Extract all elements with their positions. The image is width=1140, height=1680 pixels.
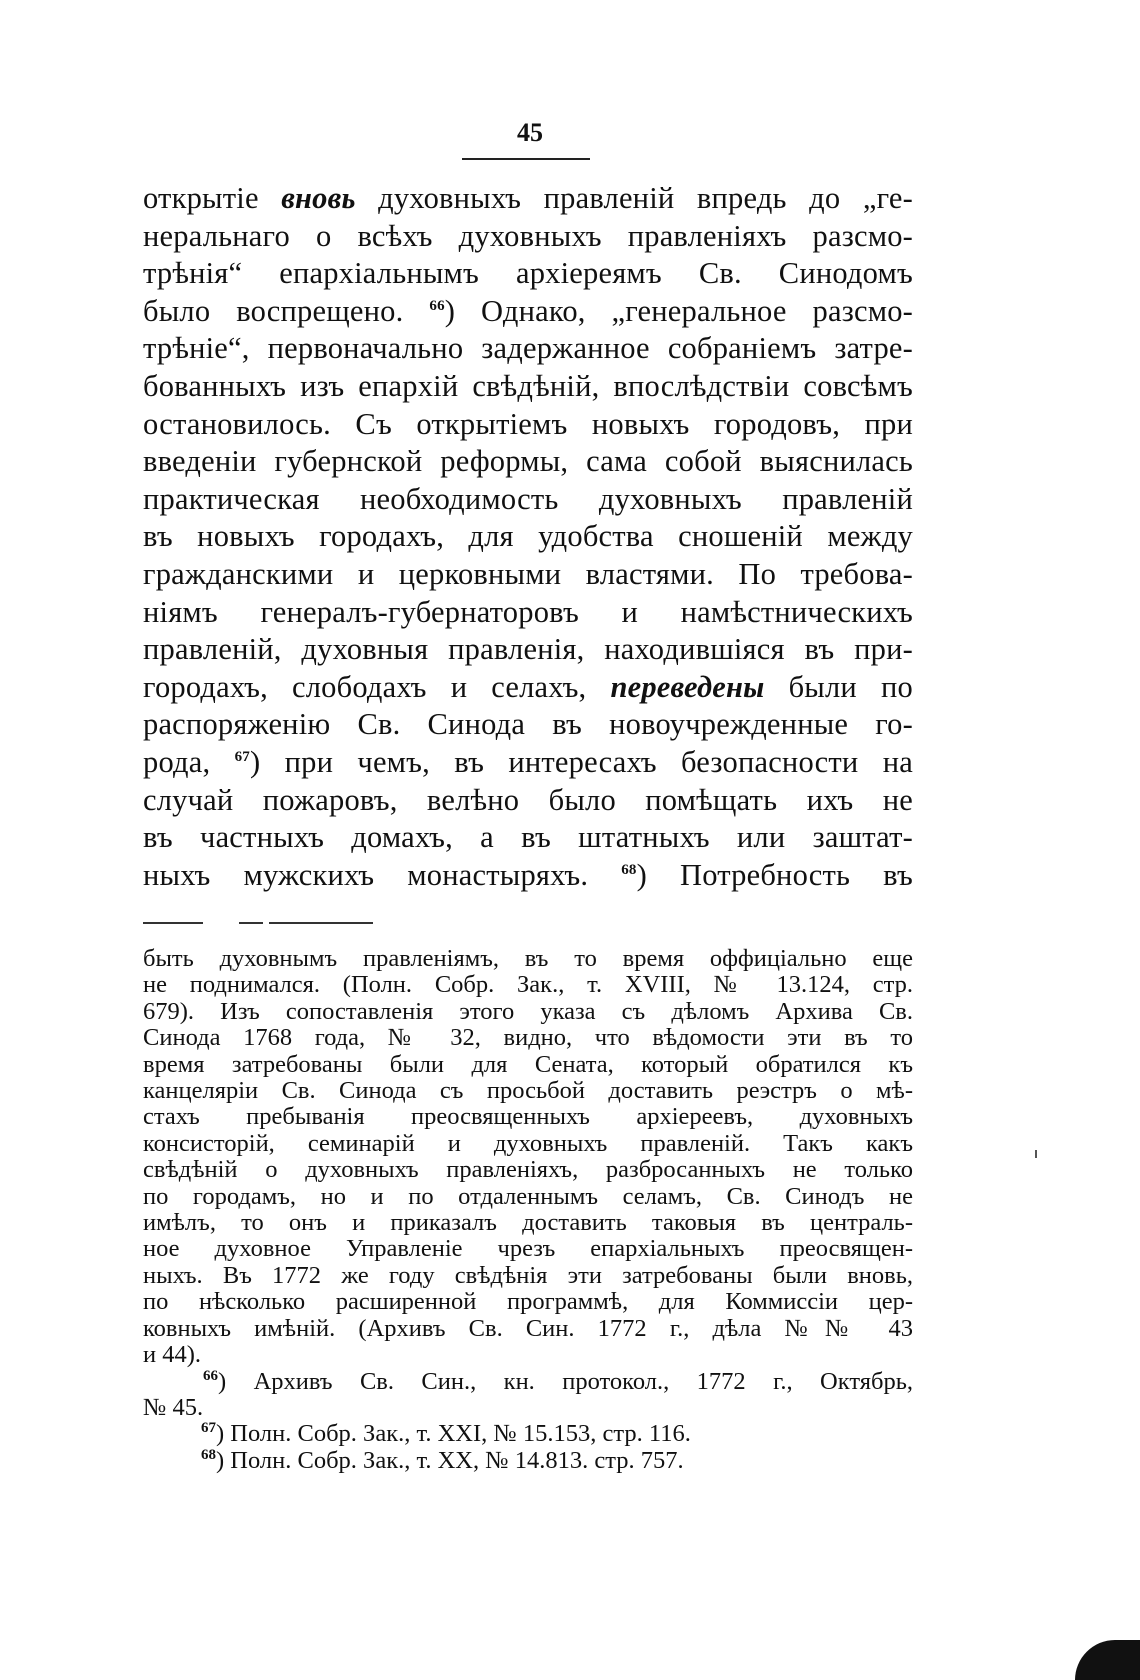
text-run: въ новыхъ городахъ, для удобства сношеній между (143, 519, 913, 554)
text-run: бованныхъ изъ епархій свѣдѣній, впослѣдствіи совсѣмъ (143, 368, 913, 403)
text-run: было воспрещено. (143, 293, 430, 328)
text-run: городахъ, слободахъ и селахъ, (143, 669, 611, 704)
text-run: ) Однако, „генеральное разсмо- (444, 293, 914, 328)
main-text-line (143, 631, 913, 669)
main-text-line (143, 368, 913, 406)
footnote-line (143, 1448, 913, 1474)
main-text-line (143, 406, 913, 444)
text-run: ) Потребность въ (636, 857, 913, 892)
text-run: имѣлъ, то онъ и приказалъ доставить таковыя въ централь- (143, 1209, 913, 1237)
italic-run: вновь (281, 181, 356, 215)
footnote-divider (143, 922, 403, 926)
footnote-ref: 66 (429, 297, 445, 314)
text-run: случай пожаровъ, велѣно было помѣщать ихъ не (143, 782, 913, 817)
footnote-line (143, 1342, 913, 1368)
footnote-line (143, 1131, 913, 1157)
footnote-line (143, 972, 913, 998)
text-run: по нѣсколько расширенной программѣ, для Коммиссіи цер- (143, 1288, 913, 1316)
text-run: и 44). (143, 1341, 202, 1369)
text-run: трѣніе“, первоначально задержанное собраніемъ затре- (143, 331, 913, 366)
main-text-line (143, 669, 913, 707)
text-run: открытіе (143, 181, 282, 215)
footnote-line (143, 1421, 913, 1447)
page-number-rule (462, 158, 590, 160)
footnote-line (143, 1236, 913, 1262)
text-run: гражданскими и церковными властями. По требова- (143, 556, 913, 591)
footnote-line (143, 1210, 913, 1236)
footnote-line (143, 1289, 913, 1315)
text-run: остановилось. Съ открытіемъ новыхъ городовъ, при (143, 406, 913, 441)
text-run: стахъ пребыванія преосвященныхъ архіереевъ, духовныхъ (143, 1103, 913, 1131)
main-text-line (143, 180, 913, 218)
footnote-number: 67 (201, 1420, 216, 1437)
main-text-line (143, 594, 913, 632)
main-text-line (143, 706, 913, 744)
footnotes (143, 946, 913, 1474)
text-run: по городамъ, но и по отдаленнымъ селамъ, Св. Синодъ не (143, 1182, 913, 1210)
main-text-line (143, 330, 913, 368)
text-run: ныхъ мужскихъ монастыряхъ. (143, 857, 622, 892)
main-text (143, 180, 913, 894)
footnote-line (143, 1263, 913, 1289)
italic-run: переведены (610, 669, 765, 704)
text-run: трѣнія“ епархіальнымъ архіереямъ Св. Синодомъ (143, 256, 913, 291)
footnote-line (143, 1078, 913, 1104)
text-run: неральнаго о всѣхъ духовныхъ правленіяхъ разсмо- (143, 218, 913, 253)
main-text-line (143, 443, 913, 481)
text-run: ) Архивъ Св. Син., кн. протокол., 1772 г., Октябрь, (218, 1367, 913, 1395)
text-run: Синода 1768 года, № 32, видно, что вѣдомости эти въ то (143, 1024, 913, 1052)
text-run: введеніи губернской реформы, сама собой выяснилась (143, 444, 913, 479)
footnote-line (143, 1369, 913, 1395)
text-run: время затребованы были для Сената, который обратился къ (143, 1050, 913, 1078)
text-run: свѣдѣній о духовныхъ правленіяхъ, разбросанныхъ не только (143, 1156, 913, 1184)
footnote-line (143, 1184, 913, 1210)
main-text-line (143, 255, 913, 293)
footnote-line (143, 1104, 913, 1130)
text-run: ковныхъ имѣній. (Архивъ Св. Син. 1772 г., дѣла №№ 43 (143, 1314, 913, 1342)
footnote-line (143, 1025, 913, 1051)
text-run: были по (764, 669, 913, 704)
text-run: консисторій, семинарій и духовныхъ правленій. Такъ какъ (143, 1129, 913, 1157)
text-run: въ частныхъ домахъ, а въ штатныхъ или заштат- (143, 820, 913, 855)
footnote-line (143, 1157, 913, 1183)
text-run: ) Полн. Собр. Зак., т. XX, № 14.813. стр. 757. (216, 1446, 684, 1474)
text-run: 679). Изъ сопоставленія этого указа съ дѣломъ Архива Св. (143, 997, 913, 1025)
text-run: ) Полн. Собр. Зак., т. XXI, № 15.153, стр. 116. (216, 1420, 691, 1448)
text-run: быть духовнымъ правленіямъ, въ то время оффиціально еще (143, 945, 913, 972)
text-run: ное духовное Управленіе чрезъ епархіальныхъ преосвящен- (143, 1235, 913, 1263)
main-text-line (143, 218, 913, 256)
text-run: ) при чемъ, въ интересахъ безопасности на (250, 744, 913, 779)
divider-segment (143, 922, 203, 924)
text-run: канцеляріи Св. Синода съ просьбой доставить реэстръ о мѣ- (143, 1077, 913, 1105)
footnote-line (143, 1052, 913, 1078)
text-run: духовныхъ правленій впредь до „ге- (355, 181, 913, 215)
footnote-number: 66 (203, 1367, 218, 1384)
main-text-line (143, 782, 913, 820)
text-run: № 45. (143, 1393, 204, 1421)
text-run: рода, (143, 744, 235, 779)
main-text-line (143, 819, 913, 857)
main-text-line (143, 518, 913, 556)
scan-corner-blot (1075, 1640, 1140, 1680)
text-run: ніямъ генералъ-губернаторовъ и намѣстническихъ (143, 594, 913, 629)
text-run: правленій, духовныя правленія, находившіяся въ при- (143, 632, 913, 667)
footnote-ref: 68 (621, 861, 637, 878)
footnote-ref: 67 (234, 748, 250, 765)
footnote-line (143, 999, 913, 1025)
main-text-line (143, 744, 913, 782)
footnote-line (143, 1395, 913, 1421)
main-text-line (143, 556, 913, 594)
main-text-line (143, 293, 913, 331)
main-text-line (143, 481, 913, 519)
footnote-line (143, 946, 913, 972)
text-run: практическая необходимость духовныхъ правленій (143, 481, 913, 516)
text-run: распоряженію Св. Синода въ новоучрежденные го- (143, 707, 913, 742)
main-text-line (143, 857, 913, 895)
text-run: ныхъ. Въ 1772 же году свѣдѣнія эти затребованы были вновь, (143, 1261, 913, 1289)
margin-mark (1035, 1150, 1037, 1158)
text-run: не поднимался. (Полн. Собр. Зак., т. XVIII, № 13.124, стр. (143, 971, 913, 999)
divider-segment (269, 922, 373, 924)
divider-segment (239, 922, 263, 924)
page-number: 45 (517, 118, 543, 147)
footnote-number: 68 (201, 1446, 216, 1463)
footnote-line (143, 1316, 913, 1342)
